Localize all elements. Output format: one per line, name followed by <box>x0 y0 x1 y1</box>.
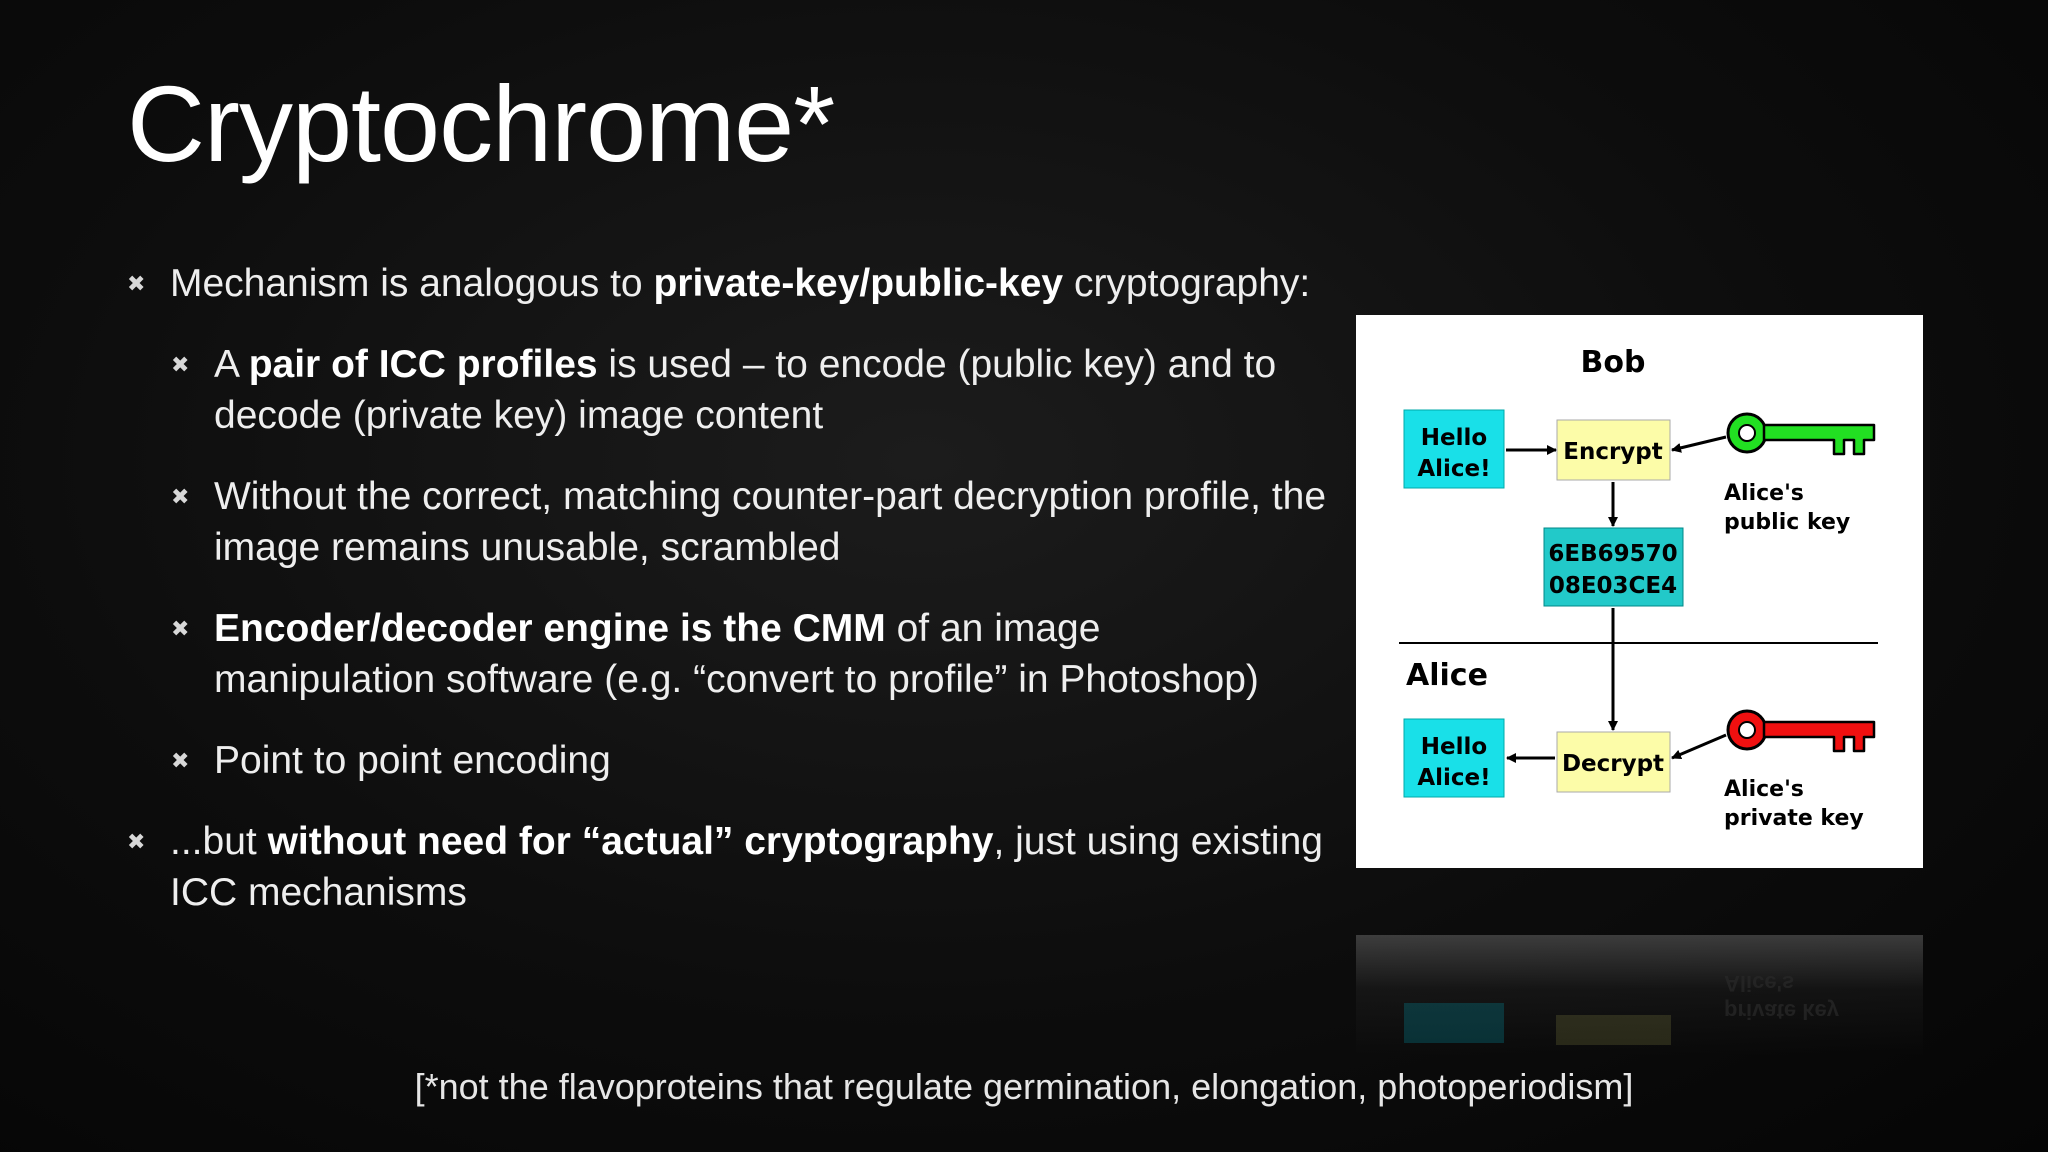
arrow-private-key-to-decrypt <box>1672 735 1726 758</box>
bullet-mechanism <box>127 258 1327 309</box>
hello-top-line2: Alice! <box>1417 456 1491 482</box>
bullet-marker-icon: ✖ <box>171 748 190 773</box>
reflection-decrypt-ghost <box>1556 1015 1671 1045</box>
reflection-line1: private key <box>1724 999 1839 1024</box>
hello-bottom-line1: Hello <box>1420 734 1488 760</box>
bullet-marker-icon: ✖ <box>127 271 146 296</box>
decrypt-label: Decrypt <box>1561 751 1665 777</box>
bullet-without-correct <box>127 471 1327 573</box>
bullet-text-bold: private-key/public-key <box>653 262 1064 305</box>
bullet-encoder-engine <box>127 603 1327 705</box>
arrow-public-key-to-encrypt <box>1672 437 1726 450</box>
reflection-hello-ghost <box>1404 1003 1504 1043</box>
bullet-text-post: Without the correct, matching counter-part decryption profile, the image remains unusable, scrambled <box>214 475 1327 569</box>
public-key-label-line1: Alice's <box>1724 481 1804 506</box>
alice-label: Alice <box>1406 658 1488 693</box>
bullet-text-post: Point to point encoding <box>214 739 611 782</box>
bullet-text-post: of an image manipulation software (e.g. “convert to profile” in Photoshop) <box>214 607 1259 701</box>
private-key-label-line1: Alice's <box>1724 777 1804 802</box>
bullet-text-bold: without need for “actual” cryptography <box>267 820 994 863</box>
public-key-label-line2: public key <box>1724 510 1851 535</box>
crypto-diagram <box>1356 315 1923 868</box>
bob-label: Bob <box>1580 345 1646 380</box>
bullet-text-bold: pair of ICC profiles <box>248 343 598 386</box>
bullet-text-pre: Mechanism is analogous to <box>170 262 654 305</box>
slide-title: Cryptochrome* <box>127 63 835 184</box>
bullet-marker-icon: ✖ <box>171 352 190 377</box>
hello-bottom-line2: Alice! <box>1417 765 1491 791</box>
diagram-reflection <box>1356 935 1923 1055</box>
bullet-marker-icon: ✖ <box>171 484 190 509</box>
bullet-text-bold: Encoder/decoder engine is the CMM <box>214 607 886 650</box>
encrypt-label: Encrypt <box>1563 439 1663 465</box>
bullet-list <box>127 258 1327 918</box>
bullet-without-need <box>127 816 1327 918</box>
bullet-text-pre: ...but <box>170 820 268 863</box>
bullet-text-post: , just using existing ICC mechanisms <box>170 820 1323 914</box>
cipher-line1: 6EB69570 <box>1548 541 1678 567</box>
public-key-icon <box>1728 414 1874 454</box>
bullet-icc-pair <box>127 339 1327 441</box>
bullet-marker-icon: ✖ <box>127 829 146 854</box>
bullet-text-post: cryptography: <box>1063 262 1311 305</box>
reflection-private-key-text <box>1724 969 1839 1025</box>
bullet-marker-icon: ✖ <box>171 616 190 641</box>
crypto-diagram-svg <box>1356 315 1923 868</box>
bullet-point-to-point <box>127 735 1327 786</box>
footnote: [*not the flavoproteins that regulate germination, elongation, photoperiodism] <box>414 1066 1634 1107</box>
hello-top-line1: Hello <box>1420 425 1488 451</box>
cipher-line2: 08E03CE4 <box>1548 573 1678 599</box>
bullet-text-post: is used – to encode (public key) and to decode (private key) image content <box>214 343 1277 437</box>
reflection-line2: Alice's <box>1724 971 1795 996</box>
bullet-text-pre: A <box>214 343 249 386</box>
private-key-label-line2: private key <box>1724 806 1864 831</box>
private-key-icon <box>1728 711 1874 751</box>
